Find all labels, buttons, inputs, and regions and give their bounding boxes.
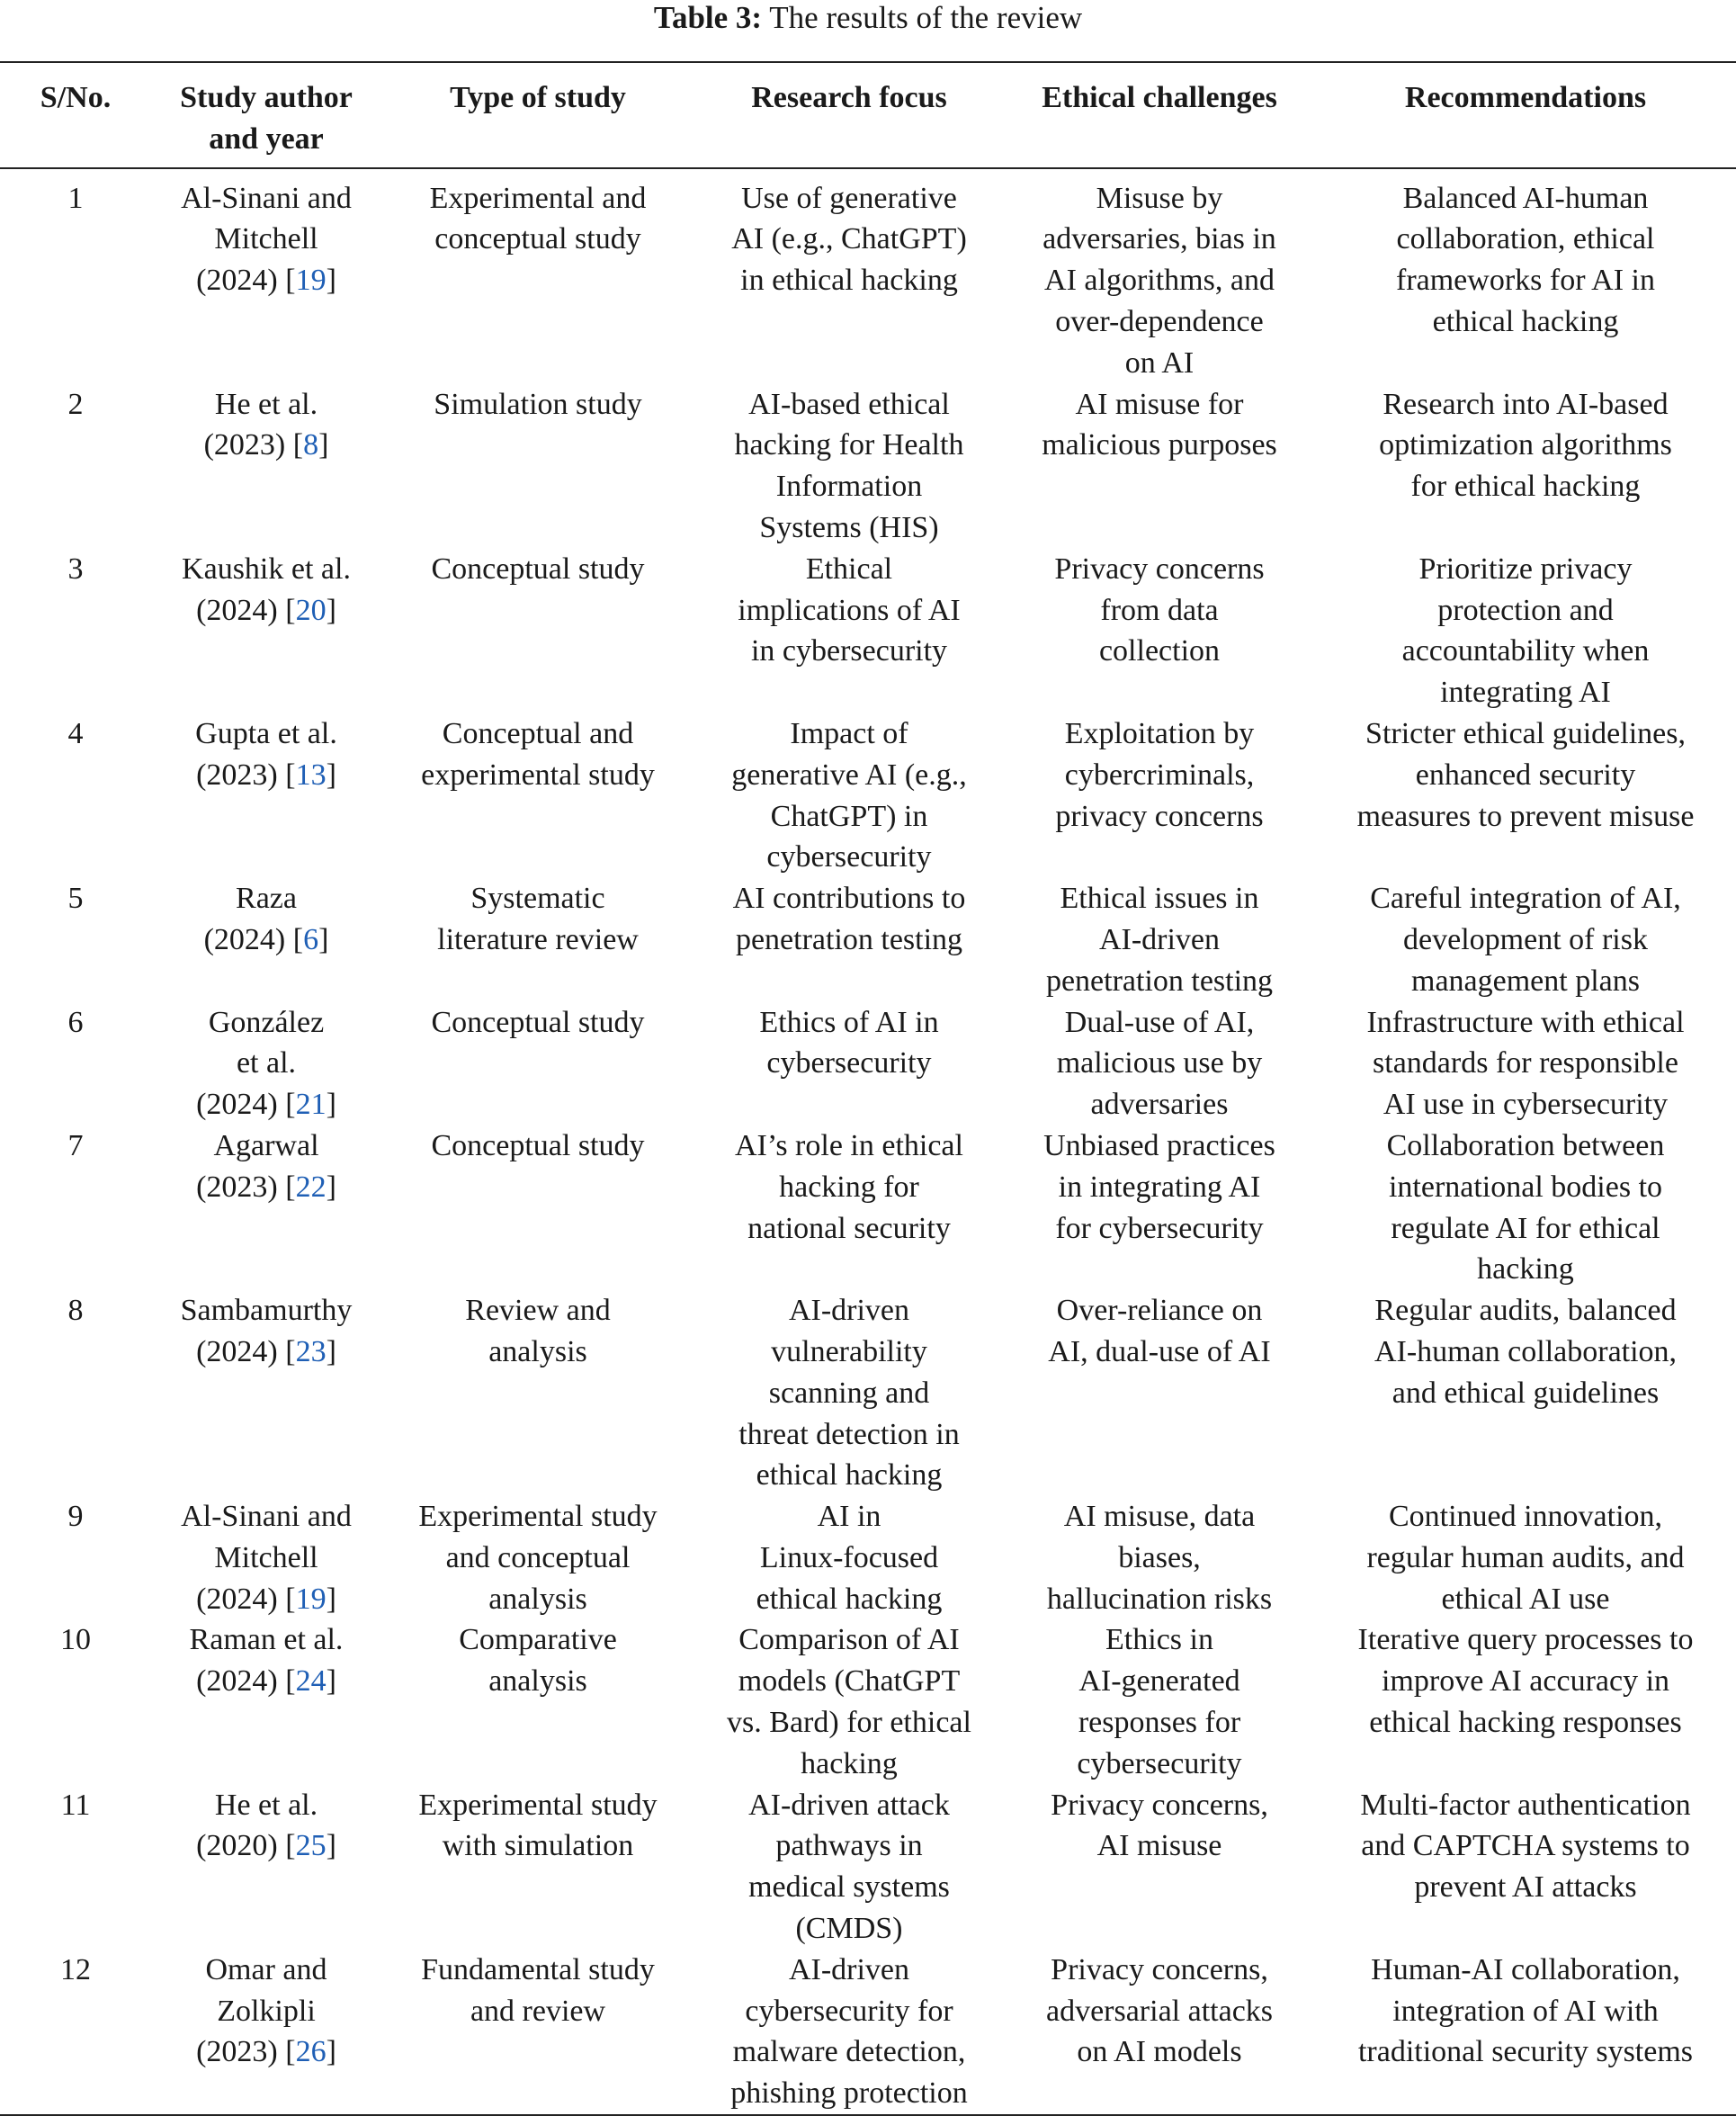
cell-sno: 10: [60, 1623, 91, 1657]
cell-sno: 4: [67, 716, 84, 750]
cell-challenges: Dual-use of AI, malicious use by adversaries: [1056, 1005, 1263, 1122]
cell-author: [151, 1785, 381, 1950]
table-caption: [0, 0, 1736, 40]
cell-focus: Impact of generative AI (e.g., ChatGPT) in cybersecurity: [731, 716, 967, 874]
table-caption-label: Table 3:: [653, 0, 763, 35]
cell-recommendations: Research into AI-based optimization algorithms for ethical hacking: [1379, 387, 1672, 504]
table-row: [0, 1125, 1736, 1290]
cell-challenges: Ethics in AI-generated responses for cybersecurity: [1077, 1623, 1242, 1780]
table-row: [0, 549, 1736, 713]
cell-challenges: Exploitation by cybercriminals, privacy concerns: [1055, 716, 1264, 833]
cell-author: [151, 1125, 381, 1290]
cell-focus: AI in Linux-focused ethical hacking: [756, 1500, 943, 1616]
cell-type: Conceptual study: [431, 1005, 645, 1039]
cell-focus: AI’s role in ethical hacking for national security: [735, 1128, 963, 1245]
table-row: [0, 1950, 1736, 2115]
author-year-text: Kaushik et al. (2024) [: [182, 551, 351, 627]
cell-sno: 7: [67, 1128, 84, 1162]
cell-recommendations: Balanced AI-human collaboration, ethical frameworks for AI in ethical hacking: [1396, 181, 1655, 338]
cell-focus: AI-driven vulnerability scanning and threat detection in ethical hacking: [738, 1294, 960, 1493]
cell-recommendations: Human-AI collaboration, integration of AI with traditional security systems: [1357, 1952, 1694, 2069]
cell-type: Experimental study with simulation: [418, 1788, 658, 1863]
cell-recommendations: Continued innovation, regular human audits, and ethical AI use: [1366, 1500, 1685, 1616]
cell-focus: AI-based ethical hacking for Health Information Systems (HIS): [734, 387, 964, 544]
header-challenges: Ethical challenges: [1042, 81, 1277, 114]
reference-link[interactable]: 23: [295, 1334, 327, 1368]
cell-focus: Comparison of AI models (ChatGPT vs. Bard) for ethical hacking: [727, 1623, 971, 1780]
table-row: [0, 1496, 1736, 1619]
cell-recommendations: Multi-factor authentication and CAPTCHA systems to prevent AI attacks: [1360, 1788, 1691, 1905]
table-row: [0, 168, 1736, 384]
cell-author: [151, 168, 381, 384]
cell-author: [151, 1002, 381, 1125]
cell-type: Systematic literature review: [437, 882, 639, 956]
cell-type: Simulation study: [434, 387, 642, 421]
cell-author: [151, 1619, 381, 1784]
table-header-row: [0, 62, 1736, 168]
cell-sno: 9: [67, 1500, 84, 1534]
cell-focus: Ethical implications of AI in cybersecurity: [738, 551, 961, 668]
cell-type: Experimental study and conceptual analysis: [418, 1500, 658, 1616]
cell-type: Fundamental study and review: [421, 1952, 655, 2028]
header-sno: S/No.: [40, 81, 112, 114]
cell-author: [151, 713, 381, 878]
cell-recommendations: Infrastructure with ethical standards for responsible AI use in cybersecurity: [1366, 1005, 1685, 1122]
header-recommendations: Recommendations: [1404, 81, 1647, 114]
cell-challenges: Misuse by adversaries, bias in AI algorithms, and over-dependence on AI: [1042, 181, 1276, 380]
header-author: Study author and year: [180, 81, 353, 156]
reference-link[interactable]: 20: [295, 593, 327, 627]
table-caption-text: The results of the review: [769, 0, 1083, 35]
author-year-text: Gupta et al. (2023) [: [195, 716, 337, 792]
cell-sno: 2: [67, 387, 84, 421]
cell-challenges: Ethical issues in AI-driven penetration testing: [1045, 882, 1274, 998]
cell-challenges: AI misuse for malicious purposes: [1042, 387, 1277, 462]
cell-type: Conceptual study: [431, 551, 645, 586]
table-row: [0, 1290, 1736, 1496]
cell-type: Comparative analysis: [459, 1623, 617, 1699]
author-year-text: He et al. (2020) [: [196, 1788, 318, 1863]
reference-bracket-close: ]: [326, 593, 336, 627]
cell-sno: 11: [60, 1788, 91, 1822]
table-row: [0, 1619, 1736, 1784]
cell-recommendations: Prioritize privacy protection and accountability when integrating AI: [1401, 551, 1650, 710]
cell-challenges: Over-reliance on AI, dual-use of AI: [1048, 1294, 1271, 1368]
cell-author: [151, 1290, 381, 1496]
results-table: [0, 61, 1736, 2116]
table-row: [0, 1785, 1736, 1950]
reference-link[interactable]: 22: [295, 1170, 327, 1204]
reference-link[interactable]: 24: [295, 1664, 327, 1699]
reference-bracket-close: ]: [326, 1829, 336, 1863]
reference-link[interactable]: 8: [303, 428, 319, 462]
cell-sno: 5: [67, 882, 84, 916]
reference-link[interactable]: 21: [295, 1088, 327, 1122]
author-year-text: Sambamurthy (2024) [: [180, 1294, 353, 1368]
header-type: Type of study: [450, 81, 626, 114]
reference-link[interactable]: 25: [295, 1829, 327, 1863]
cell-author: [151, 1496, 381, 1619]
table-row: [0, 713, 1736, 878]
table-row: [0, 1002, 1736, 1125]
cell-sno: 3: [67, 551, 84, 586]
reference-link[interactable]: 13: [295, 758, 327, 792]
cell-type: Conceptual study: [431, 1128, 645, 1162]
cell-author: [151, 878, 381, 1001]
cell-challenges: Unbiased practices in integrating AI for cybersecurity: [1043, 1128, 1275, 1245]
cell-author: [151, 384, 381, 549]
author-year-text: He et al. (2023) [: [203, 387, 318, 462]
author-year-text: González et al. (2024) [: [196, 1005, 325, 1122]
cell-author: [151, 549, 381, 713]
reference-bracket-close: ]: [326, 1582, 336, 1616]
reference-link[interactable]: 19: [295, 264, 327, 298]
reference-bracket-close: ]: [318, 922, 329, 956]
author-year-text: Agarwal (2023) [: [196, 1128, 319, 1204]
cell-sno: 1: [67, 181, 84, 215]
reference-link[interactable]: 19: [295, 1582, 327, 1616]
cell-sno: 12: [60, 1952, 91, 1986]
cell-challenges: Privacy concerns, AI misuse: [1051, 1788, 1268, 1863]
reference-bracket-close: ]: [318, 428, 329, 462]
reference-bracket-close: ]: [326, 264, 336, 298]
reference-link[interactable]: 6: [303, 922, 319, 956]
cell-challenges: Privacy concerns, adversarial attacks on AI models: [1045, 1952, 1274, 2069]
author-year-text: Al-Sinani and Mitchell (2024) [: [181, 1500, 352, 1616]
cell-focus: Ethics of AI in cybersecurity: [759, 1005, 939, 1080]
cell-focus: AI-driven cybersecurity for malware detection, phishing protection: [730, 1952, 968, 2111]
cell-type: Conceptual and experimental study: [421, 716, 655, 792]
reference-bracket-close: ]: [326, 1664, 336, 1699]
cell-type: Review and analysis: [465, 1294, 611, 1368]
cell-challenges: Privacy concerns from data collection: [1054, 551, 1265, 668]
reference-bracket-close: ]: [326, 1334, 336, 1368]
author-year-text: Raman et al. (2024) [: [189, 1623, 344, 1699]
reference-link[interactable]: 26: [295, 2035, 327, 2069]
cell-type: Experimental and conceptual study: [429, 181, 647, 256]
table-row: [0, 384, 1736, 549]
cell-focus: Use of generative AI (e.g., ChatGPT) in ethical hacking: [731, 181, 967, 298]
cell-recommendations: Regular audits, balanced AI-human collaboration, and ethical guidelines: [1374, 1294, 1678, 1410]
cell-author: [151, 1950, 381, 2115]
reference-bracket-close: ]: [326, 1170, 336, 1204]
author-year-text: Al-Sinani and Mitchell (2024) [: [181, 181, 352, 298]
cell-focus: AI-driven attack pathways in medical systems (CMDS): [748, 1788, 950, 1946]
cell-recommendations: Careful integration of AI, development of risk management plans: [1370, 882, 1681, 998]
cell-sno: 6: [67, 1005, 84, 1039]
reference-bracket-close: ]: [326, 2035, 336, 2069]
author-year-text: Raza (2024) [: [203, 882, 304, 956]
cell-recommendations: Collaboration between international bodies to regulate AI for ethical hacking: [1386, 1128, 1665, 1287]
cell-recommendations: Stricter ethical guidelines, enhanced security measures to prevent misuse: [1356, 716, 1695, 833]
cell-sno: 8: [67, 1294, 84, 1328]
table-row: [0, 878, 1736, 1001]
author-year-text: Omar and Zolkipli (2023) [: [196, 1952, 327, 2069]
cell-focus: AI contributions to penetration testing: [732, 882, 966, 956]
reference-bracket-close: ]: [326, 1088, 336, 1122]
cell-challenges: AI misuse, data biases, hallucination risks: [1046, 1500, 1273, 1616]
header-focus: Research focus: [751, 81, 947, 114]
reference-bracket-close: ]: [326, 758, 336, 792]
cell-recommendations: Iterative query processes to improve AI accuracy in ethical hacking responses: [1357, 1623, 1694, 1740]
